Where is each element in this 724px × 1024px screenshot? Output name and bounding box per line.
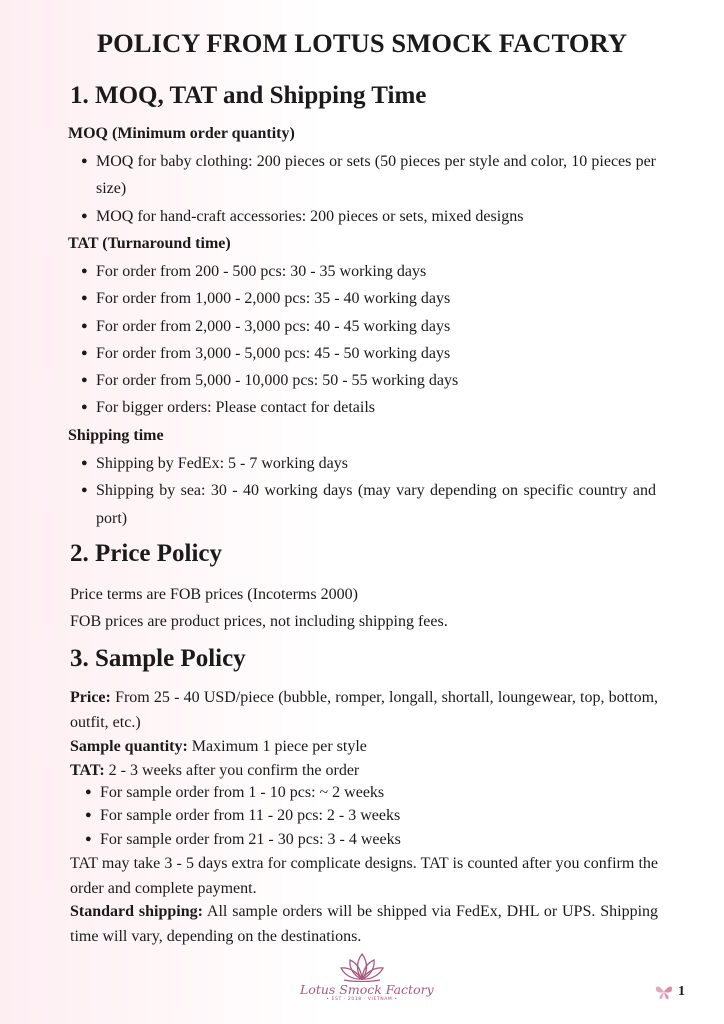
shipping-heading: Shipping time [68,427,164,444]
page-number-block [654,983,694,1003]
sample-price-text: From 25 - 40 USD/piece (bubble, romper, longall, shortall, loungewear, top, bottom, outfit, etc.) [70,689,659,731]
list-item: ● For order from 2,000 - 3,000 pcs: 40 - 45 working days [81,317,451,335]
butterfly-icon [654,983,674,1001]
sample-quantity-label: Sample quantity: [70,738,188,755]
sample-price [70,685,658,735]
sample-tat-label: TAT: [70,762,105,779]
list-item: ● Shipping by sea: 30 - 40 working days (may vary depending on specific country and port) [81,482,656,527]
logo-tagline: • EST · 2018 · VIETNAM • [326,997,398,1002]
tat-heading: TAT (Turnaround time) [68,235,231,252]
moq-list [78,148,656,230]
lotus-icon [336,952,388,982]
sample-quantity-text: Maximum 1 piece per style [191,738,367,755]
section3-heading: 3. Sample Policy [70,645,246,672]
tat-list [78,258,656,422]
price-terms-line: Price terms are FOB prices (Incoterms 2000) [70,586,358,603]
logo-wordmark: Lotus Smock Factory [300,982,434,997]
list-item: ● For sample order from 1 - 10 pcs: ~ 2 weeks [85,784,385,801]
sample-tat [70,758,658,783]
list-item: ● MOQ for baby clothing: 200 pieces or sets (50 pieces per style and color, 10 pieces per size) [81,153,656,198]
page-number: 1 [678,984,685,999]
standard-shipping [70,899,658,949]
section2-heading: 2. Price Policy [70,540,223,567]
list-item: ● For bigger orders: Please contact for details [81,399,376,417]
list-item: ● For order from 1,000 - 2,000 pcs: 35 - 40 working days [81,290,451,308]
list-item: ● For sample order from 21 - 30 pcs: 3 - 4 weeks [85,830,401,848]
list-item: ● For order from 5,000 - 10,000 pcs: 50 - 55 working days [81,372,459,390]
list-item: ● For order from 200 - 500 pcs: 30 - 35 working days [81,263,427,280]
shipping-list [78,450,656,532]
standard-shipping-label: Standard shipping: [70,903,203,920]
list-item: ● Shipping by FedEx: 5 - 7 working days [81,455,348,472]
section1-heading: 1. MOQ, TAT and Shipping Time [70,82,427,109]
list-item: ● MOQ for hand-craft accessories: 200 pieces or sets, mixed designs [81,207,524,225]
list-item: ● For sample order from 11 - 20 pcs: 2 - 3 weeks [85,807,401,825]
company-logo [300,952,434,1012]
list-item: ● For order from 3,000 - 5,000 pcs: 45 - 50 working days [81,344,451,362]
sample-quantity [70,734,658,759]
standard-shipping-text: All sample orders will be shipped via FedEx, DHL or UPS. Shipping time will vary, depending on the destinations. [70,903,659,945]
sample-tat-text: 2 - 3 weeks after you confirm the order [108,762,360,779]
moq-heading: MOQ (Minimum order quantity) [68,125,295,142]
sample-price-label: Price: [70,689,111,706]
fob-prices-line: FOB prices are product prices, not including shipping fees. [70,613,448,630]
page-title: POLICY FROM LOTUS SMOCK FACTORY [96,28,628,58]
sample-tat-list [82,781,642,851]
sample-tat-note: TAT may take 3 - 5 days extra for complicate designs. TAT is counted after you confirm the order and complete payment. [70,855,658,897]
